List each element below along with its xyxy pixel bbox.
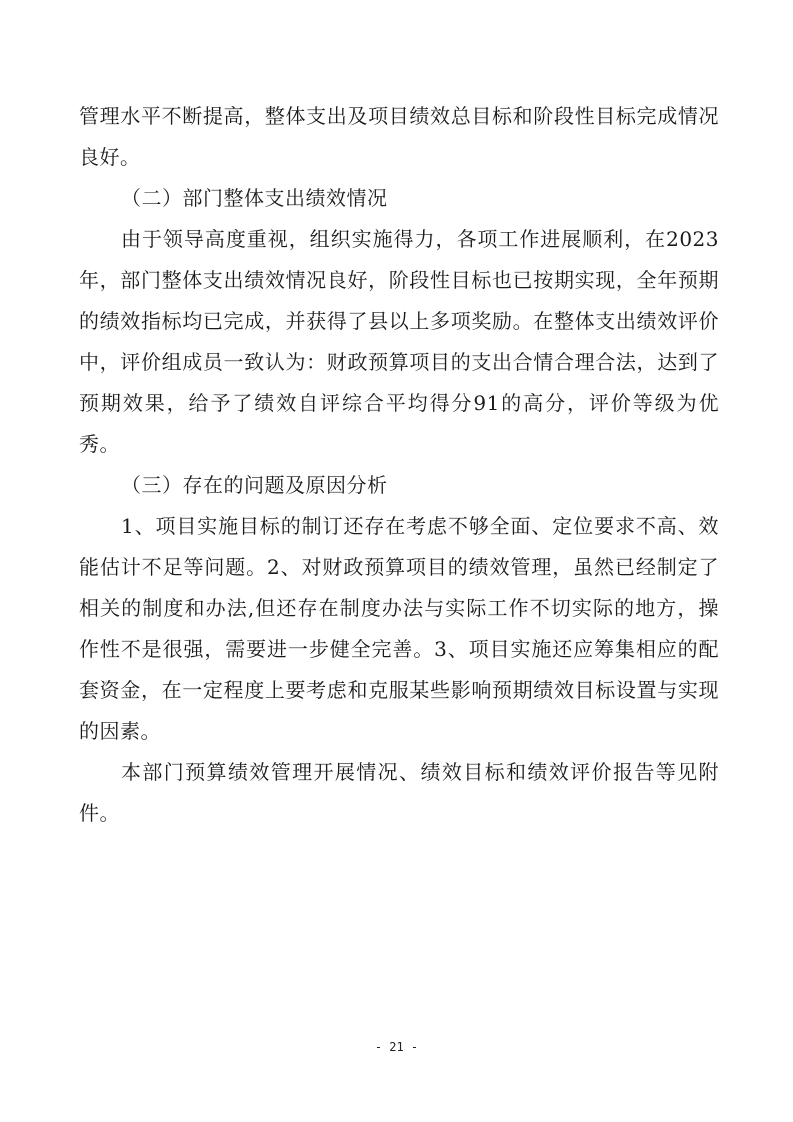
document-body [79,96,719,834]
section-heading-problems: （三）存在的问题及原因分析 [121,473,388,497]
page-number: - 21 - [374,1040,419,1054]
paragraph-overall-spending: 由于领导高度重视，组织实施得力，各项工作进展顺利，在2023年，部门整体支出绩效情况良好，阶段性目标也已按期实现，全年预期的绩效指标均已完成，并获得了县以上多项奖励。在整体支出绩效评价中，评价组成员一致认为：财政预算项目的支出合情合理合法，达到了预期效果，给予了绩效自评综合平均得分91的高分，评价等级为优秀。 [79,227,719,456]
section-heading-overall-spending: （二）部门整体支出绩效情况 [121,186,388,210]
paragraph-problems: 1、项目实施目标的制订还存在考虑不够全面、定位要求不高、效能估计不足等问题。2、对财政预算项目的绩效管理，虽然已经制定了相关的制度和办法,但还存在制度办法与实际工作不切实际的地方，操作性不是很强，需要进一步健全完善。3、项目实施还应筹集相应的配套资金，在一定程度上要考虑和克服某些影响预期绩效目标设置与实现的因素。 [79,514,719,743]
paragraph-continuation: 管理水平不断提高，整体支出及项目绩效总目标和阶段性目标完成情况良好。 [79,104,719,169]
paragraph-attachments-note: 本部门预算绩效管理开展情况、绩效目标和绩效评价报告等见附件。 [79,760,719,825]
